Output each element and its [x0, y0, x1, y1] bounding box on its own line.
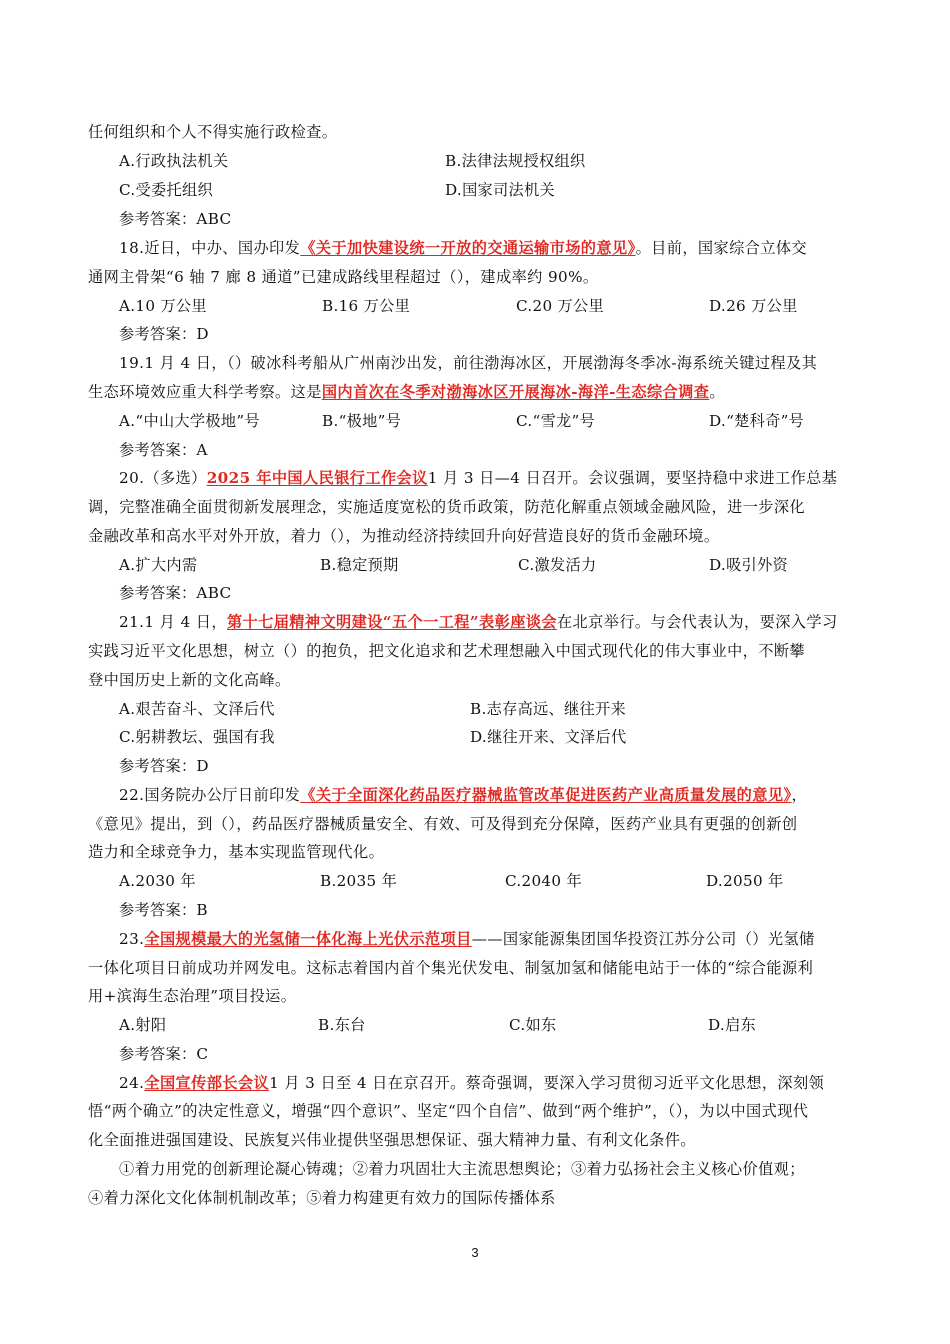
page-number: 3: [471, 1245, 479, 1260]
q19-stem-line2: [88, 382, 863, 402]
q19-option-d: D.“楚科奇”号: [709, 412, 805, 430]
q18-option-a: A.10 万公里: [119, 297, 207, 315]
q24-stem-line3: 化全面推进强国建设、民族复兴伟业提供坚强思想保证、强大精神力量、有利文化条件。: [88, 1131, 696, 1149]
q24-stem-line1: [119, 1073, 863, 1093]
q20-answer: 参考答案：ABC: [119, 584, 232, 602]
q23-option-d: D.启东: [708, 1016, 757, 1034]
q21-option-d: D.继往开来、文泽后代: [470, 728, 627, 746]
q17-option-b: B.法律法规授权组织: [445, 152, 586, 170]
q22-stem-pre: 22.国务院办公厅日前印发: [119, 786, 301, 804]
q18-option-d: D.26 万公里: [709, 297, 798, 315]
q21-option-a: A.艰苦奋斗、文泽后代: [119, 700, 275, 718]
q22-answer: 参考答案：B: [119, 901, 208, 919]
q23-stem-line1: [119, 929, 863, 949]
q19-stem-pre: 生态环境效应重大科学考察。这是: [88, 383, 322, 401]
q19-highlight-link[interactable]: 国内首次在冬季对渤海冰区开展海冰-海洋-生态综合调查: [321, 383, 710, 401]
q24-stem-post: 1 月 3 日至 4 日在京召开。蔡奇强调，要深入学习贯彻习近平文化思想，深刻领: [269, 1074, 825, 1092]
q22-option-a: A.2030 年: [119, 872, 196, 890]
q18-highlight-link[interactable]: 《关于加快建设统一开放的交通运输市场的意见》: [300, 239, 636, 257]
q23-highlight-link[interactable]: 全国规模最大的光氢储一体化海上光伏示范项目: [144, 930, 472, 948]
q18-option-b: B.16 万公里: [322, 297, 411, 315]
q19-stem-line1: 19.1 月 4 日，（）破冰科考船从广州南沙出发，前往渤海冰区，开展渤海冬季冰-海系统关键过程及其: [119, 354, 818, 372]
q17-answer: 参考答案：ABC: [119, 210, 232, 228]
q23-stem-line2: 一体化项目日前成功并网发电。这标志着国内首个集光伏发电、制氢加氢和储能电站于一体的“综合能源利: [88, 959, 814, 977]
q20-highlight-link[interactable]: 2025 年中国人民银行工作会议: [206, 469, 428, 487]
q21-stem-line2: 实践习近平文化思想，树立（）的抱负，把文化追求和艺术理想融入中国式现代化的伟大事业中，不断攀: [88, 642, 806, 660]
q18-stem-pre: 18.近日，中办、国办印发: [119, 239, 301, 257]
q18-stem-line1: [119, 238, 863, 258]
q20-stem-line2: 调，完整准确全面贯彻新发展理念，实施适度宽松的货币政策，防范化解重点领域金融风险，进一步深化: [88, 498, 806, 516]
q18-stem-line2: 通网主骨架“6 轴 7 廊 8 通道”已建成路线里程超过（），建成率约 90%。: [88, 268, 599, 286]
q22-stem-line3: 造力和全球竞争力，基本实现监管现代化。: [88, 843, 385, 861]
q23-stem-pre: 23.: [119, 930, 145, 948]
q19-answer: 参考答案：A: [119, 441, 208, 459]
q21-stem-line1: [119, 612, 863, 632]
q20-stem-post: 1 月 3 日—4 日召开。会议强调，要坚持稳中求进工作总基: [427, 469, 838, 487]
q23-stem-post: ——国家能源集团国华投资江苏分公司（）光氢储: [471, 930, 815, 948]
q22-option-d: D.2050 年: [706, 872, 784, 890]
q19-option-a: A.“中山大学极地”号: [119, 412, 260, 430]
q19-option-c: C.“雪龙”号: [516, 412, 596, 430]
q22-stem-post: ，: [791, 786, 808, 804]
q24-stem-pre: 24.: [119, 1074, 145, 1092]
q22-option-b: B.2035 年: [320, 872, 398, 890]
q18-option-c: C.20 万公里: [516, 297, 605, 315]
q20-stem-line1: [119, 468, 863, 488]
q21-answer: 参考答案：D: [119, 757, 209, 775]
q21-stem-pre: 21.1 月 4 日，: [119, 613, 227, 631]
q21-highlight-link[interactable]: 第十七届精神文明建设“五个一工程”表彰座谈会: [226, 613, 557, 631]
q19-stem-post: 。: [709, 383, 725, 401]
q20-stem-pre: 20.（多选）: [119, 469, 207, 487]
q18-answer: 参考答案：D: [119, 325, 209, 343]
q23-option-b: B.东台: [318, 1016, 366, 1034]
q21-stem-line3: 登中国历史上新的文化高峰。: [88, 671, 291, 689]
q21-option-b: B.志存高远、继往开来: [470, 700, 626, 718]
q22-stem-line2: 《意见》提出，到（），药品医疗器械质量安全、有效、可及得到充分保障，医药产业具有更强的创新创: [88, 815, 798, 833]
q22-highlight-link[interactable]: 《关于全面深化药品医疗器械监管改革促进医药产业高质量发展的意见》: [300, 786, 792, 804]
q17-option-a: A.行政执法机关: [119, 152, 229, 170]
q24-item-line1: ①着力用党的创新理论凝心铸魂；②着力巩固壮大主流思想舆论；③着力弘扬社会主义核心价值观；: [119, 1160, 805, 1178]
q20-option-a: A.扩大内需: [119, 556, 198, 574]
q24-stem-line2: 悟“两个确立”的决定性意义，增强“四个意识”、坚定“四个自信”、做到“两个维护”，（），为以中国式现代: [88, 1102, 809, 1120]
q23-stem-line3: 用+滨海生态治理”项目投运。: [88, 987, 297, 1005]
q19-option-b: B.“极地”号: [322, 412, 402, 430]
q21-stem-post: 在北京举行。与会代表认为，要深入学习: [556, 613, 838, 631]
q20-option-d: D.吸引外资: [709, 556, 789, 574]
q20-stem-line3: 金融改革和高水平对外开放，着力（），为推动经济持续回升向好营造良好的货币金融环境。: [88, 527, 720, 545]
q23-option-a: A.射阳: [119, 1016, 167, 1034]
q24-item-line2: ④着力深化文化体制机制改革；⑤着力构建更有效力的国际传播体系: [88, 1189, 556, 1207]
q17-option-d: D.国家司法机关: [445, 181, 555, 199]
q20-option-b: B.稳定预期: [320, 556, 399, 574]
q24-highlight-link[interactable]: 全国宣传部长会议: [144, 1074, 270, 1092]
q18-stem-post: 。目前，国家综合立体交: [635, 239, 808, 257]
q23-answer: 参考答案：C: [119, 1045, 209, 1063]
q22-stem-line1: [119, 785, 863, 805]
q22-option-c: C.2040 年: [505, 872, 582, 890]
q17-option-c: C.受委托组织: [119, 181, 213, 199]
q20-option-c: C.激发活力: [518, 556, 597, 574]
q17-text-tail: 任何组织和个人不得实施行政检查。: [88, 123, 338, 141]
q21-option-c: C.躬耕教坛、强国有我: [119, 728, 275, 746]
q23-option-c: C.如东: [509, 1016, 557, 1034]
